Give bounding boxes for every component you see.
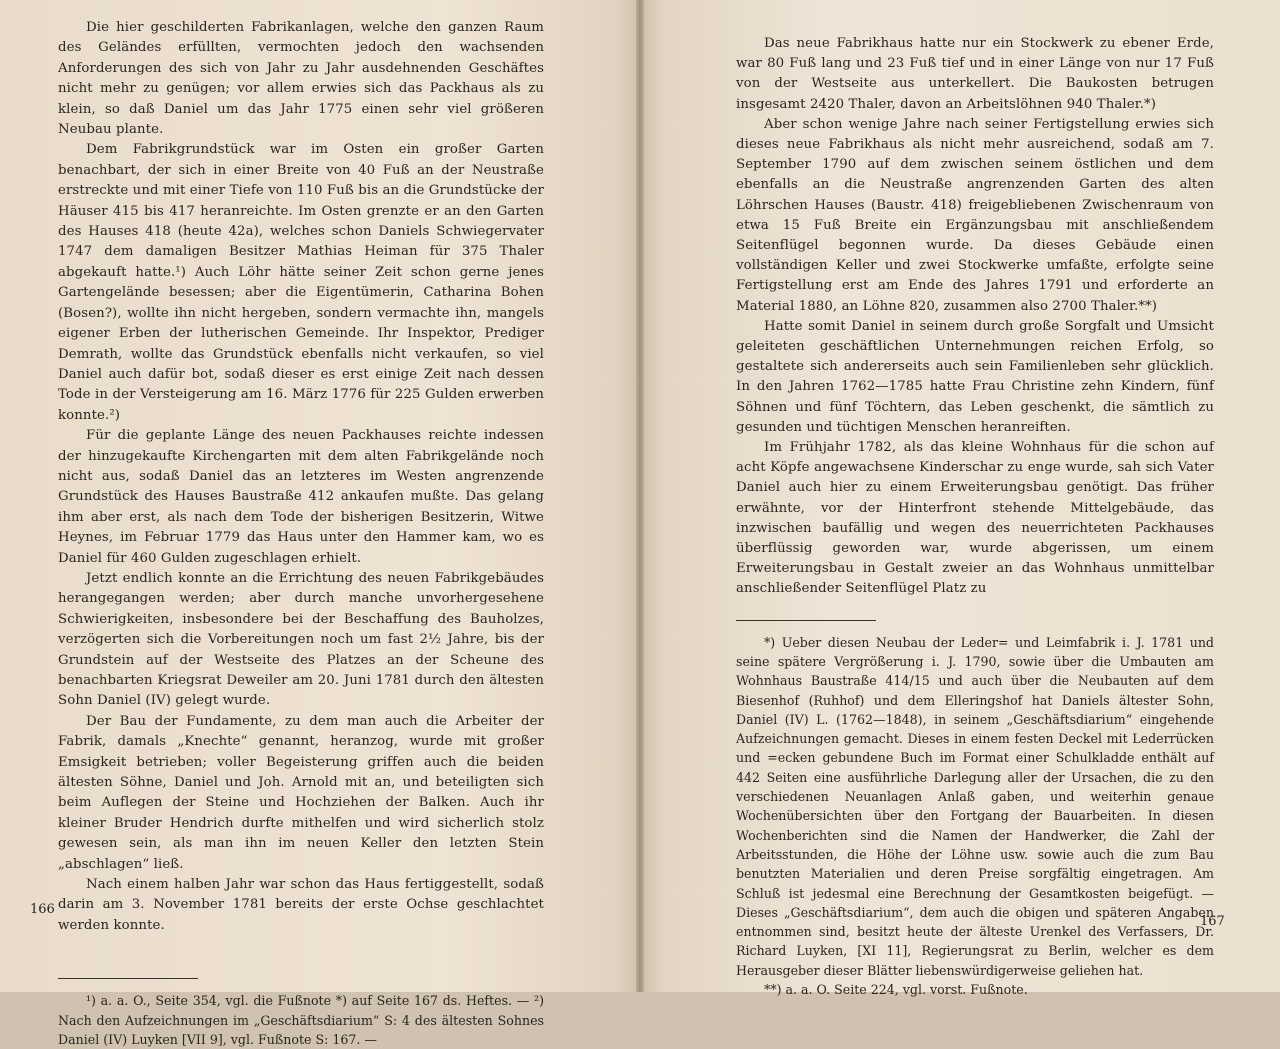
book-gutter [636,0,644,992]
footnote-divider [736,620,876,621]
right-footnote-1: *) Ueber diesen Neubau der Leder= und Leimfabrik i. J. 1781 und seine spätere Vergrößerung i. J. 1790, sowie über die Umbauten am Wohnhaus Baustraße 414/15 und auch über die Neubauten auf dem Biesenhof (Ruhhof) und dem Elleringshof hat Daniels ältester Sohn, Daniel (IV) L. (1762—1848), in seinem „Geschäftsdiarium“ eingehende Aufzeichnungen gemacht. Dieses in einem festen Deckel mit Lederrücken und =ecken gebundene Buch im Format einer Schulkladde enthält auf 442 Seiten eine ausführliche Darlegung aller der Ursachen, die zu den verschiedenen Neuanlagen Anlaß gaben, und weiterhin genaue Wochenübersichten über den Fortgang der Bauarbeiten. In diesen Wochenberichten sind die Namen der Handwerker, die Zahl der Arbeitsstunden, die Höhe der Löhne usw. sowie auch die zum Bau benutzten Materialien und deren Preise sorgfältig eingetragen. Am Schluß ist jedesmal eine Berechnung der Gesamtkosten beigefügt. — Dieses „Geschäftsdiarium“, dem auch die obigen und späteren Angaben entnommen sind, besitzt heute der älteste Urenkel des Verfassers, Dr. Richard Luyken, [XI 11], Regierungsrat zu Berlin, welcher es dem Herausgeber dieser Blätter liebenswürdigerweise geliehen hat. [736,634,1214,978]
right-paragraph-1: Das neue Fabrikhaus hatte nur ein Stockwerk zu ebener Erde, war 80 Fuß lang und 23 Fuß tief und in einer Länge von nur 17 Fuß von der Westseite aus unterkellert. Die Baukosten betrugen insgesamt 2420 Thaler, davon an Arbeitslöhnen 940 Thaler.*) [736,36,1214,112]
right-paragraph-4: Im Frühjahr 1782, als das kleine Wohnhaus für die schon auf acht Köpfe angewachsene Kinderschar zu enge wurde, sah sich Vater Daniel auch hier zu einem Erweiterungsbau genötigt. Das früher erwähnte, vor der Hinterfront stehende Mittelgebäude, das inzwischen baufällig und wegen des neuerrichteten Packhauses überflüssig geworden war, wurde abgerissen, um einem Erweiterungsbau in Gestalt zweier an das Wohnhaus unmittelbar anschließender Seitenflügel Platz zu [736,440,1214,597]
left-page-number: 166 [30,902,55,917]
left-paragraph-6: Nach einem halben Jahr war schon das Haus fertiggestellt, sodaß darin am 3. November 1781 bereits der erste Ochse geschlachtet werden konnte. [58,877,544,933]
left-paragraph-1: Die hier geschilderten Fabrikanlagen, welche den ganzen Raum des Geländes erfüllten, vermochten jedoch den wachsenden Anforderungen des sich von Jahr zu Jahr ausdehnenden Geschäftes nicht mehr zu genügen; vor allem erwies sich das Packhaus als zu klein, so daß Daniel um das Jahr 1775 einen sehr viel größeren Neubau plante. [58,20,544,138]
left-paragraph-4: Jetzt endlich konnte an die Errichtung des neuen Fabrikgebäudes herangegangen werden; aber durch manche unvorhergesehene Schwierigkeiten, insbesondere bei der Beschaffung des Bauholzes, verzögerten sich die Vorbereitungen noch um fast 2½ Jahre, bis der Grundstein auf der Westseite des Platzes an der Scheune des benachbarten Kriegsrat Deweiler am 20. Juni 1781 durch den ältesten Sohn Daniel (IV) gelegt wurde. [58,570,544,709]
left-paragraph-2: Dem Fabrikgrundstück war im Osten ein großer Garten benachbart, der sich in einer Breite von 40 Fuß an der Neustraße erstreckte und mit einer Tiefe von 110 Fuß bis an die Grundstücke der Häuser 415 bis 417 heranreichte. Im Osten grenzte er an den Garten des Hauses 418 (heute 42a), welches schon Daniels Schwiegervater 1747 dem damaligen Besitzer Mathias Heiman für 375 Thaler abgekauft hatte.¹) Auch Löhr hätte seiner Zeit schon gerne jenes Gartengelände besessen; aber die Eigentümerin, Catharina Bohen (Bosen?), wollte ihn nicht hergeben, sondern vermachte ihn, mangels eigener Erben der lutherischen Gemeinde. Ihr Inspektor, Prediger Demrath, wollte das Grundstück ebenfalls nicht verkaufen, so viel Daniel auch dafür bot, sodaß dieser es erst einige Zeit nach dessen Tode in der Versteigerung am 16. März 1776 für 225 Gulden erwerben konnte.²) [58,142,544,423]
right-footnote-2: **) a. a. O. Seite 224, vgl. vorst. Fußnote. [764,982,1028,998]
left-paragraph-3: Für die geplante Länge des neuen Packhauses reichte indessen der hinzugekaufte Kirchengarten mit dem alten Fabrikgelände noch nicht aus, sodaß Daniel das an letzteres im Westen angrenzende Grundstück des Hauses Baustraße 412 ankaufen mußte. Das gelang ihm aber erst, als nach dem Tode der bisherigen Besitzerin, Witwe Heynes, im Februar 1779 das Haus unter den Hammer kam, wo es Daniel für 460 Gulden zugeschlagen erhielt. [58,428,544,566]
right-page [640,0,1280,998]
footnote-divider [58,978,198,979]
left-paragraph-5: Der Bau der Fundamente, zu dem man auch die Arbeiter der Fabrik, damals „Knechte“ genannt, heranzog, wurde mit großer Emsigkeit betrieben; voller Begeisterung griffen auch die beiden ältesten Söhne, Daniel und Joh. Arnold mit an, und beteiligten sich beim Auflegen der Steine und Hochziehen der Balken. Auch ihr kleiner Bruder Hendrich durfte mithelfen und wird sicherlich stolz gewesen sein, als man ihn im neuen Keller den letzten Stein „abschlagen“ ließ. [58,713,544,872]
right-paragraph-2: Aber schon wenige Jahre nach seiner Fertigstellung erwies sich dieses neue Fabrikhaus als nicht mehr ausreichend, sodaß am 7. September 1790 auf dem zwischen seinem östlichen und dem ebenfalls an die Neustraße angrenzenden Garten des alten Löhrschen Hauses (Baustr. 418) freigebliebenen Zwischenraum von etwa 15 Fuß Breite ein Ergänzungsbau mit anschließendem Seitenflügel begonnen wurde. Da dieses Gebäude einen vollständigen Keller und zwei Stockwerke umfaßte, erfolgte seine Fertigstellung erst am Ende des Jahres 1791 und erforderte an Material 1880, an Löhne 820, zusammen also 2700 Thaler.**) [736,116,1214,314]
right-paragraph-3: Hatte somit Daniel in seinem durch große Sorgfalt und Umsicht geleiteten geschäftlichen Unternehmungen reichen Erfolg, so gestaltete sich andererseits auch sein Familienleben sehr glücklich. In den Jahren 1762—1785 hatte Frau Christine zehn Kindern, fünf Söhnen und fünf Töchtern, das Leben geschenkt, die sämtlich zu gesunden und tüchtigen Menschen heranreiften. [736,318,1214,435]
left-footnote-1: ¹) a. a. O., Seite 354, vgl. die Fußnote *) auf Seite 167 ds. Heftes. — ²) Nach den Aufzeichnungen im „Geschäftsdiarium“ S: 4 des ältesten Sohnes Daniel (IV) Luyken [VII 9], vgl. Fußnote S: 167. — [58,993,544,1047]
left-page [0,0,640,1047]
right-page-number: 167 [1200,914,1225,929]
